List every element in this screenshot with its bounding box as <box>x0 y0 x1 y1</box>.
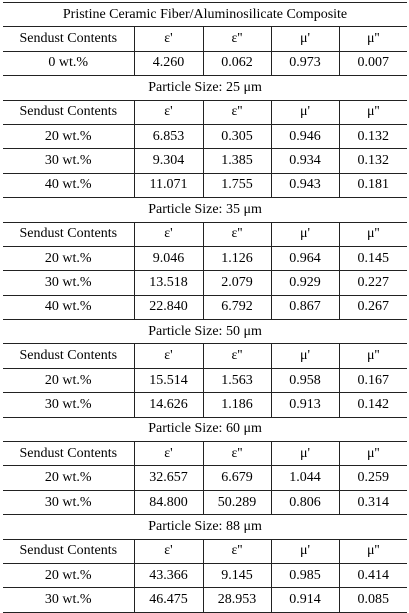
table-row <box>3 368 407 392</box>
cell-sendust-contents: 30 wt.% <box>3 588 134 612</box>
section-row <box>3 417 407 441</box>
cell-epsilon-real: 43.366 <box>134 563 203 587</box>
cell-mu-imag: 0.314 <box>339 490 407 514</box>
column-header-sendust-contents: Sendust Contents <box>3 100 134 124</box>
table-row <box>3 466 407 490</box>
cell-epsilon-real: 13.518 <box>134 271 203 295</box>
cell-mu-imag: 0.414 <box>339 563 407 587</box>
cell-epsilon-imag: 6.792 <box>203 295 271 319</box>
permittivity-permeability-table <box>3 2 407 613</box>
cell-sendust-contents: 20 wt.% <box>3 124 134 148</box>
cell-mu-real: 0.958 <box>271 368 339 392</box>
cell-epsilon-imag: 1.755 <box>203 173 271 197</box>
column-header-epsilon-imag: ε'' <box>203 344 271 368</box>
column-header-epsilon-real: ε' <box>134 539 203 563</box>
column-header-epsilon-imag: ε'' <box>203 222 271 246</box>
cell-epsilon-imag: 0.062 <box>203 51 271 75</box>
header-row <box>3 442 407 466</box>
column-header-mu-real: μ' <box>271 539 339 563</box>
cell-mu-real: 0.946 <box>271 124 339 148</box>
cell-mu-real: 0.806 <box>271 490 339 514</box>
cell-mu-real: 1.044 <box>271 466 339 490</box>
cell-epsilon-imag: 0.305 <box>203 124 271 148</box>
column-header-mu-imag: μ'' <box>339 539 407 563</box>
column-header-epsilon-imag: ε'' <box>203 539 271 563</box>
cell-epsilon-imag: 1.186 <box>203 393 271 417</box>
cell-epsilon-real: 84.800 <box>134 490 203 514</box>
column-header-sendust-contents: Sendust Contents <box>3 539 134 563</box>
cell-epsilon-imag: 1.563 <box>203 368 271 392</box>
column-header-epsilon-real: ε' <box>134 442 203 466</box>
column-header-epsilon-real: ε' <box>134 222 203 246</box>
table-row <box>3 173 407 197</box>
column-header-epsilon-real: ε' <box>134 344 203 368</box>
section-label: Particle Size: 88 μm <box>3 515 407 539</box>
cell-sendust-contents: 30 wt.% <box>3 149 134 173</box>
column-header-mu-imag: μ'' <box>339 27 407 51</box>
table-row <box>3 295 407 319</box>
column-header-mu-imag: μ'' <box>339 442 407 466</box>
column-header-epsilon-imag: ε'' <box>203 442 271 466</box>
pristine-row <box>3 51 407 75</box>
cell-mu-imag: 0.132 <box>339 124 407 148</box>
cell-sendust-contents: 20 wt.% <box>3 466 134 490</box>
cell-mu-imag: 0.227 <box>339 271 407 295</box>
cell-epsilon-imag: 1.385 <box>203 149 271 173</box>
column-header-sendust-contents: Sendust Contents <box>3 344 134 368</box>
cell-sendust-contents: 20 wt.% <box>3 246 134 270</box>
cell-mu-real: 0.913 <box>271 393 339 417</box>
section-label: Particle Size: 50 μm <box>3 320 407 344</box>
cell-sendust-contents: 0 wt.% <box>3 51 134 75</box>
cell-epsilon-imag: 50.289 <box>203 490 271 514</box>
section-row <box>3 515 407 539</box>
column-header-mu-real: μ' <box>271 222 339 246</box>
header-row <box>3 100 407 124</box>
cell-mu-real: 0.929 <box>271 271 339 295</box>
column-header-mu-real: μ' <box>271 100 339 124</box>
cell-epsilon-imag: 2.079 <box>203 271 271 295</box>
cell-epsilon-real: 14.626 <box>134 393 203 417</box>
cell-mu-real: 0.964 <box>271 246 339 270</box>
table-row <box>3 490 407 514</box>
cell-sendust-contents: 40 wt.% <box>3 173 134 197</box>
cell-epsilon-imag: 9.145 <box>203 563 271 587</box>
column-header-mu-imag: μ'' <box>339 100 407 124</box>
section-row <box>3 320 407 344</box>
table-row <box>3 588 407 612</box>
table-title: Pristine Ceramic Fiber/Aluminosilicate Composite <box>3 3 407 27</box>
header-row <box>3 344 407 368</box>
cell-mu-imag: 0.007 <box>339 51 407 75</box>
cell-mu-imag: 0.167 <box>339 368 407 392</box>
column-header-sendust-contents: Sendust Contents <box>3 442 134 466</box>
cell-sendust-contents: 40 wt.% <box>3 295 134 319</box>
cell-mu-real: 0.867 <box>271 295 339 319</box>
cell-sendust-contents: 30 wt.% <box>3 393 134 417</box>
header-row <box>3 222 407 246</box>
cell-epsilon-real: 46.475 <box>134 588 203 612</box>
column-header-epsilon-imag: ε'' <box>203 100 271 124</box>
column-header-epsilon-real: ε' <box>134 27 203 51</box>
cell-mu-real: 0.985 <box>271 563 339 587</box>
cell-mu-imag: 0.267 <box>339 295 407 319</box>
column-header-mu-imag: μ'' <box>339 344 407 368</box>
cell-epsilon-real: 22.840 <box>134 295 203 319</box>
cell-epsilon-real: 9.046 <box>134 246 203 270</box>
table-body <box>3 3 407 613</box>
section-label: Particle Size: 60 μm <box>3 417 407 441</box>
header-row <box>3 539 407 563</box>
cell-sendust-contents: 30 wt.% <box>3 271 134 295</box>
cell-sendust-contents: 30 wt.% <box>3 490 134 514</box>
column-header-mu-real: μ' <box>271 344 339 368</box>
table-row <box>3 149 407 173</box>
cell-mu-imag: 0.142 <box>339 393 407 417</box>
cell-mu-real: 0.943 <box>271 173 339 197</box>
column-header-epsilon-real: ε' <box>134 100 203 124</box>
cell-mu-real: 0.973 <box>271 51 339 75</box>
cell-epsilon-imag: 28.953 <box>203 588 271 612</box>
column-header-mu-real: μ' <box>271 442 339 466</box>
cell-mu-imag: 0.181 <box>339 173 407 197</box>
column-header-sendust-contents: Sendust Contents <box>3 222 134 246</box>
cell-epsilon-real: 4.260 <box>134 51 203 75</box>
cell-epsilon-real: 6.853 <box>134 124 203 148</box>
table-row <box>3 124 407 148</box>
section-row <box>3 198 407 222</box>
table-row <box>3 563 407 587</box>
cell-mu-imag: 0.085 <box>339 588 407 612</box>
column-header-mu-real: μ' <box>271 27 339 51</box>
section-row <box>3 76 407 100</box>
cell-mu-imag: 0.145 <box>339 246 407 270</box>
table-row <box>3 393 407 417</box>
cell-epsilon-real: 11.071 <box>134 173 203 197</box>
cell-epsilon-real: 32.657 <box>134 466 203 490</box>
section-label: Particle Size: 35 μm <box>3 198 407 222</box>
cell-mu-real: 0.914 <box>271 588 339 612</box>
column-header-mu-imag: μ'' <box>339 222 407 246</box>
cell-mu-real: 0.934 <box>271 149 339 173</box>
title-row <box>3 3 407 27</box>
column-header-epsilon-imag: ε'' <box>203 27 271 51</box>
cell-epsilon-real: 15.514 <box>134 368 203 392</box>
cell-epsilon-real: 9.304 <box>134 149 203 173</box>
cell-mu-imag: 0.259 <box>339 466 407 490</box>
cell-epsilon-imag: 1.126 <box>203 246 271 270</box>
header-row <box>3 27 407 51</box>
cell-epsilon-imag: 6.679 <box>203 466 271 490</box>
section-label: Particle Size: 25 μm <box>3 76 407 100</box>
cell-sendust-contents: 20 wt.% <box>3 368 134 392</box>
table-row <box>3 246 407 270</box>
cell-sendust-contents: 20 wt.% <box>3 563 134 587</box>
cell-mu-imag: 0.132 <box>339 149 407 173</box>
column-header-sendust-contents: Sendust Contents <box>3 27 134 51</box>
table-row <box>3 271 407 295</box>
